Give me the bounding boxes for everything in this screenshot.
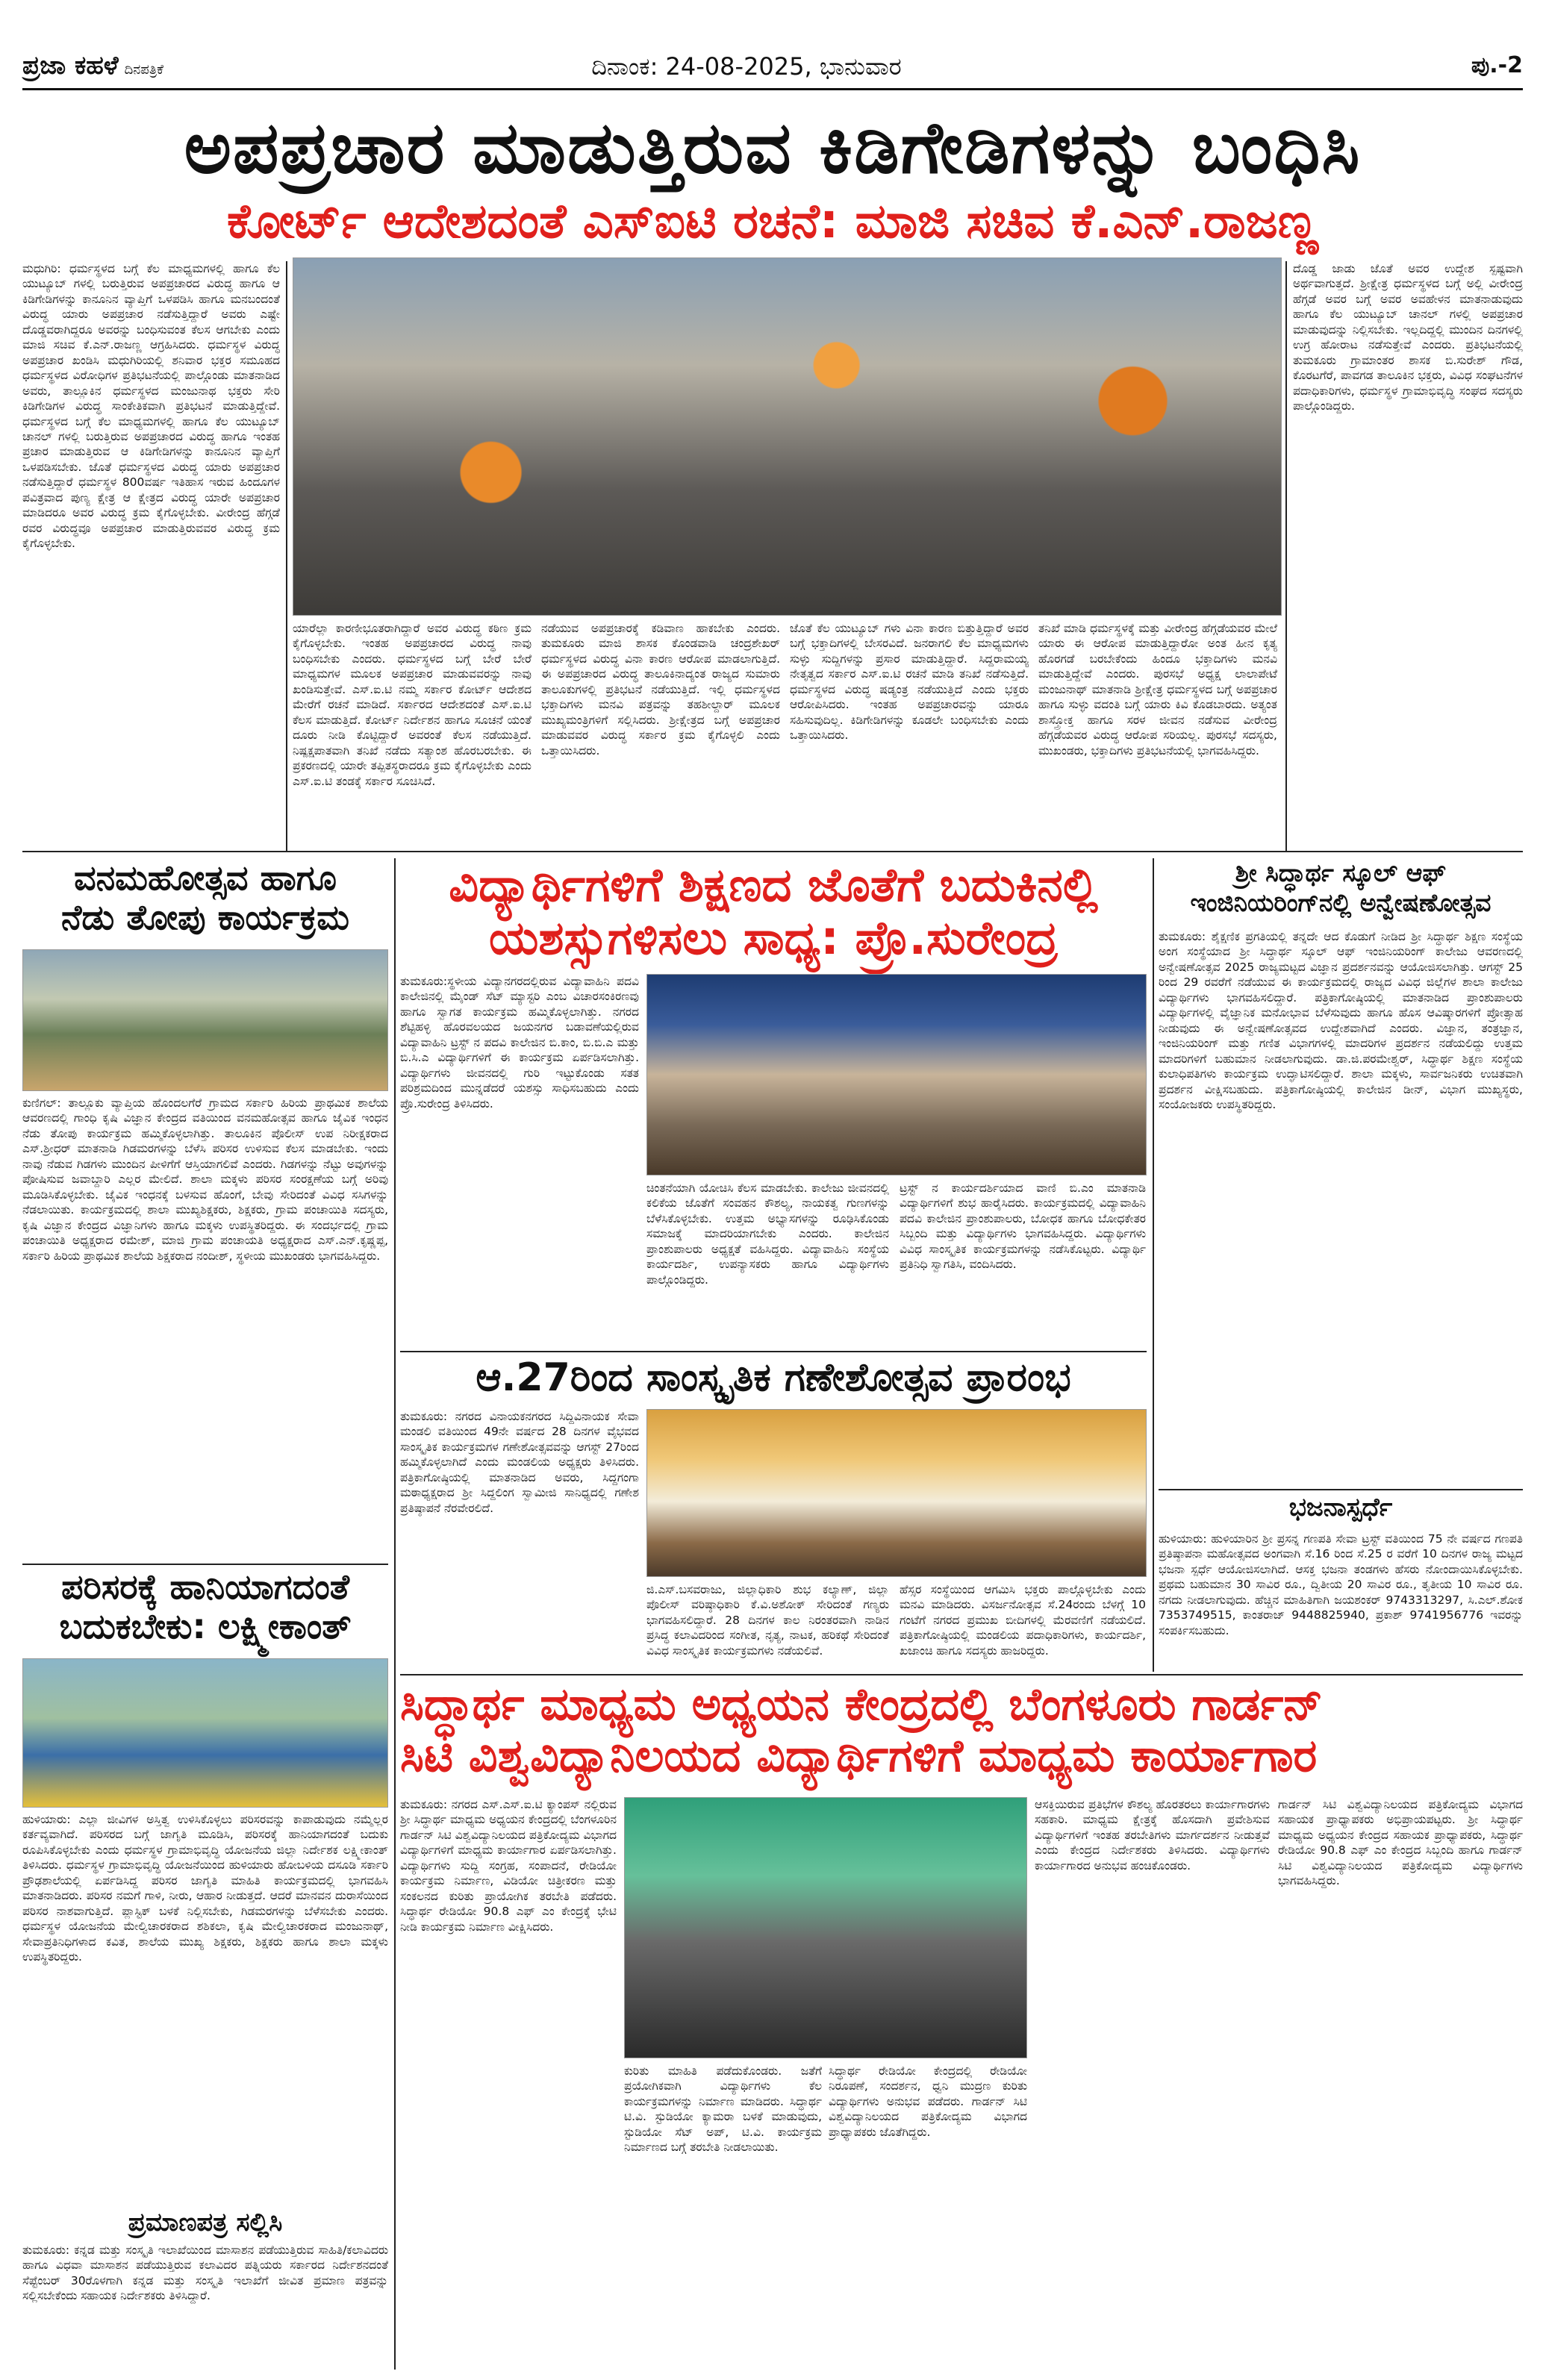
ganesha-column-3: ಹೆಸ್ಸರ ಸಂಸ್ಥೆಯಿಂದ ಆಗಮಿಸಿ ಭಕ್ತರು ಪಾಲ್ಗೊಳ್ಳಬೇಕು ಎಂದು ಮನವಿ ಮಾಡಿದರು. ವಿಸರ್ಜನೋತ್ಸವ ಸೆ.24ರಂದು ಬೆಳಗ್ಗೆ 10 ಗಂಟೆಗೆ ನಗರದ ಪ್ರಮುಖ ಬೀದಿಗಳಲ್ಲಿ ಮೆರವಣಿಗೆ ನಡೆಯಲಿದೆ. ಪತ್ರಿಕಾಗೋಷ್ಠಿಯಲ್ಲಿ ಮಂಡಲಿಯ ಪದಾಧಿಕಾರಿಗಳು, ಕಾರ್ಯದರ್ಶಿ, ಖಜಾಂಚಿ ಹಾಗೂ ಸದಸ್ಯರು ಹಾಜರಿದ್ದರು. bbox=[900, 1583, 1146, 1658]
students-headline bbox=[400, 858, 1147, 970]
env-headline-line2: ಬದುಕಬೇಕು: ಲಕ್ಷ್ಮೀಕಾಂತ್ bbox=[59, 1605, 352, 1646]
siddhartha-headline bbox=[1159, 858, 1523, 925]
brand-sub: ದಿನಪತ್ರಿಕೆ bbox=[124, 62, 163, 78]
vana-photo bbox=[22, 949, 388, 1091]
lead-column-2: ಯಾರೆಲ್ಲಾ ಕಾರಣೀಭೂತರಾಗಿದ್ದಾರೆ ಅವರ ವಿರುದ್ಧ ಕಠಿಣ ಕ್ರಮ ಕೈಗೊಳ್ಳಬೇಕು. ಇಂತಹ ಅಪಪ್ರಚಾರದ ವಿರುದ್ಧ ನಾವು ಬಂಧಿಸಬೇಕು ಎಂದರು. ಧರ್ಮಸ್ಥಳದ ಬಗ್ಗೆ ಬೇರೆ ಬೇರೆ ಮಾಧ್ಯಮಗಳ ಮೂಲಕ ಅಪಪ್ರಚಾರ ಮಾಡುವವರನ್ನು ನಾವು ಖಂಡಿಸುತ್ತೇವೆ. ಎಸ್.ಐ.ಟಿ ನಮ್ಮ ಸರ್ಕಾರ ಕೋರ್ಟ್ ಆದೇಶದ ಮೇರೆಗೆ ರಚನೆ ಮಾಡಿದೆ. ಸರ್ಕಾರದ ಆದೇಶದಂತೆ ಎಸ್.ಐ.ಟಿ ಕೆಲಸ ಮಾಡುತ್ತಿದೆ. ಕೋರ್ಟ್ ನಿರ್ದೇಶನ ಹಾಗೂ ಸೂಚನೆ ಯಂತೆ ದೂರು ನೀಡಿ ಕೊಟ್ಟಿದ್ದಾರೆ ಅವರಂತೆ ಕೆಲಸ ನಡೆಯುತ್ತಿದೆ. ನಿಷ್ಪಕ್ಷಪಾತವಾಗಿ ತನಿಖೆ ನಡೆದು ಸತ್ಯಾಂಶ ಹೊರಬರಬೇಕು. ಈ ಪ್ರಕರಣದಲ್ಲಿ ಯಾರೇ ತಪ್ಪಿತಸ್ಥರಾದರೂ ಕ್ರಮ ಕೈಗೊಳ್ಳಬೇಕು ಎಂದು ಎಸ್.ಐ.ಟಿ ತಂಡಕ್ಕೆ ಸರ್ಕಾರ ಸೂಚಿಸಿದೆ. bbox=[293, 622, 532, 788]
masthead-rule bbox=[22, 88, 1523, 90]
students-column-2: ಚಿಂತನೆಯಾಗಿ ಯೋಚಿಸಿ ಕೆಲಸ ಮಾಡಬೇಕು. ಕಾಲೇಜು ಜೀವನದಲ್ಲಿ ಕಲಿಕೆಯ ಜೊತೆಗೆ ಸಂವಹನ ಕೌಶಲ್ಯ, ನಾಯಕತ್ವ ಗುಣಗಳನ್ನು ಬೆಳೆಸಿಕೊಳ್ಳಬೇಕು. ಉತ್ತಮ ಅಭ್ಯಾಸಗಳನ್ನು ರೂಢಿಸಿಕೊಂಡು ಸಮಾಜಕ್ಕೆ ಮಾದರಿಯಾಗಬೇಕು ಎಂದರು. ಕಾಲೇಜಿನ ಪ್ರಾಂಶುಪಾಲರು ಅಧ್ಯಕ್ಷತೆ ವಹಿಸಿದ್ದರು. ವಿದ್ಯಾವಾಹಿನಿ ಸಂಸ್ಥೆಯ ಕಾರ್ಯದರ್ಶಿ, ಉಪನ್ಯಾಸಕರು ಹಾಗೂ ವಿದ್ಯಾರ್ಥಿಗಳು ಪಾಲ್ಗೊಂಡಿದ್ದರು. bbox=[646, 1181, 889, 1287]
students-headline-line1: ವಿದ್ಯಾರ್ಥಿಗಳಿಗೆ ಶಿಕ್ಷಣದ ಜೊತೆಗೆ ಬದುಕಿನಲ್ಲಿ bbox=[449, 858, 1098, 912]
column-divider bbox=[394, 858, 396, 2370]
bhajane-body: ಹುಳಿಯಾರು: ಹುಳಿಯಾರಿನ ಶ್ರೀ ಪ್ರಸನ್ನ ಗಣಪತಿ ಸೇವಾ ಟ್ರಸ್ಟ್ ವತಿಯಿಂದ 75 ನೇ ವರ್ಷದ ಗಣಪತಿ ಪ್ರತಿಷ್ಠಾಪನಾ ಮಹೋತ್ಸವದ ಅಂಗವಾಗಿ ಸೆ.16 ರಿಂದ ಸೆ.25 ರ ವರೆಗೆ 10 ದಿನಗಳ ರಾಜ್ಯ ಮಟ್ಟದ ಭಜನಾ ಸ್ಪರ್ಧೆ ಆಯೋಜಿಸಲಾಗಿದೆ. ಆಸಕ್ತ ಭಜನಾ ತಂಡಗಳು ಹೆಸರು ನೋಂದಾಯಿಸಿಕೊಳ್ಳಬೇಕು. ಪ್ರಥಮ ಬಹುಮಾನ 30 ಸಾವಿರ ರೂ., ದ್ವಿತೀಯ 20 ಸಾವಿರ ರೂ., ತೃತೀಯ 10 ಸಾವಿರ ರೂ. ನಗದು ನೀಡಲಾಗುವುದು. ಹೆಚ್ಚಿನ ಮಾಹಿತಿಗಾಗಿ ಜಯಶಂಕರ್ 9743313297, ಸಿ.ಎಲ್.ಶೋಕ 7353749515, ಕಾಂತರಾಜ್ 9448825940, ಪ್ರಕಾಶ್ 9741956776 ಇವರನ್ನು ಸಂಪರ್ಕಿಸಬಹುದು. bbox=[1159, 1532, 1523, 1637]
vana-headline bbox=[22, 858, 388, 946]
media-column-5: ಗಾರ್ಡನ್ ಸಿಟಿ ವಿಶ್ವವಿದ್ಯಾನಿಲಯದ ಪತ್ರಿಕೋದ್ಯಮ ವಿಭಾಗದ ಸಹಾಯಕ ಪ್ರಾಧ್ಯಾಪಕರು ಅಭಿಪ್ರಾಯಪಟ್ಟರು. ಶ್ರೀ ಸಿದ್ಧಾರ್ಥ ಮಾಧ್ಯಮ ಅಧ್ಯಯನ ಕೇಂದ್ರದ ಸಹಾಯಕ ಪ್ರಾಧ್ಯಾಪಕರು, ಸಿದ್ಧಾರ್ಥ ರೇಡಿಯೋ 90.8 ಎಫ್ ಎಂ ಕೇಂದ್ರದ ಸಿಬ್ಬಂದಿ ಹಾಗೂ ಗಾರ್ಡನ್ ಸಿಟಿ ವಿಶ್ವವಿದ್ಯಾನಿಲಯದ ಪತ್ರಿಕೋದ್ಯಮ ವಿದ್ಯಾರ್ಥಿಗಳು ಭಾಗವಹಿಸಿದ್ದರು. bbox=[1278, 1798, 1523, 1888]
media-photo bbox=[624, 1797, 1027, 2058]
lead-column-6: ದೊಡ್ಡ ಜಾಡು ಜೊತೆ ಅವರ ಉದ್ದೇಶ ಸ್ಪಷ್ಟವಾಗಿ ಅರ್ಥವಾಗುತ್ತದೆ. ಶ್ರೀಕ್ಷೇತ್ರ ಧರ್ಮಸ್ಥಳದ ಬಗ್ಗೆ ಅಲ್ಲಿ ವೀರೇಂದ್ರ ಹೆಗ್ಗಡೆ ಅವರ ಬಗ್ಗೆ ಅವರ ಅವಹೇಳನ ಮಾತನಾಡುವುದು ಹಾಗೂ ಕೆಲ ಯುಟ್ಯೂಬ್ ಚಾನಲ್ ಗಳಲ್ಲಿ ಅಪಪ್ರಚಾರ ಮಾಡುವುದನ್ನು ನಿಲ್ಲಿಸಬೇಕು. ಇಲ್ಲದಿದ್ದಲ್ಲಿ ಮುಂದಿನ ದಿನಗಳಲ್ಲಿ ಉಗ್ರ ಹೋರಾಟ ನಡೆಸುತ್ತೇವೆ ಎಂದರು. ಪ್ರತಿಭಟನೆಯಲ್ಲಿ ತುಮಕೂರು ಗ್ರಾಮಾಂತರ ಶಾಸಕ ಬಿ.ಸುರೇಶ್ ಗೌಡ, ಕೊರಟಗೆರೆ, ಪಾವಗಡ ತಾಲೂಕಿನ ಭಕ್ತರು, ವಿವಿಧ ಸಂಘಟನೆಗಳ ಪದಾಧಿಕಾರಿಗಳು, ಧರ್ಮಸ್ಥಳ ಗ್ರಾಮಾಭಿವೃದ್ಧಿ ಸಂಘದ ಸದಸ್ಯರು ಪಾಲ್ಗೊಂಡಿದ್ದರು. bbox=[1293, 262, 1523, 413]
siddhartha-headline-line2: ಇಂಜಿನಿಯರಿಂಗ್‌ನಲ್ಲಿ ಅನ್ವೇಷಣೋತ್ಸವ bbox=[1190, 887, 1491, 917]
ganesha-column-1: ತುಮಕೂರು: ನಗರದ ವಿನಾಯಕನಗರದ ಸಿದ್ದಿವಿನಾಯಕ ಸೇವಾ ಮಂಡಲಿ ವತಿಯಿಂದ 49ನೇ ವರ್ಷದ 28 ದಿನಗಳ ವೈಭವದ ಸಾಂಸ್ಕೃತಿಕ ಕಾರ್ಯಕ್ರಮಗಳ ಗಣೇಶೋತ್ಸವವನ್ನು ಆಗಸ್ಟ್ 27ರಿಂದ ಹಮ್ಮಿಕೊಳ್ಳಲಾಗಿದೆ ಎಂದು ಮಂಡಲಿಯ ಅಧ್ಯಕ್ಷರು ತಿಳಿಸಿದರು. ಪತ್ರಿಕಾಗೋಷ್ಠಿಯಲ್ಲಿ ಮಾತನಾಡಿದ ಅವರು, ಸಿದ್ದಗಂಗಾ ಮಠಾಧ್ಯಕ್ಷರಾದ ಶ್ರೀ ಸಿದ್ದಲಿಂಗ ಸ್ವಾಮೀಜಿ ಸಾನಿಧ್ಯದಲ್ಲಿ ಗಣೇಶ ಪ್ರತಿಷ್ಠಾಪನೆ ನೆರವೇರಲಿದೆ. bbox=[400, 1410, 639, 1515]
media-headline-line2: ಸಿಟಿ ವಿಶ್ವವಿದ್ಯಾನಿಲಯದ ವಿದ್ಯಾರ್ಥಿಗಳಿಗೆ ಮಾಧ್ಯಮ ಕಾರ್ಯಾಗಾರ bbox=[400, 1730, 1318, 1782]
section-divider bbox=[400, 1674, 1523, 1675]
column-divider bbox=[286, 261, 287, 851]
lead-photo-protest bbox=[293, 257, 1282, 616]
lead-subheadline: ಕೋರ್ಟ್ ಆದೇಶದಂತೆ ಎಸ್‌ಐಟಿ ರಚನೆ: ಮಾಜಿ ಸಚಿವ ಕೆ.ಎನ್.ರಾಜಣ್ಣ bbox=[226, 194, 1319, 249]
lead-column-5: ತನಿಖೆ ಮಾಡಿ ಧರ್ಮಸ್ಥಳಕ್ಕೆ ಮತ್ತು ವೀರೇಂದ್ರ ಹೆಗ್ಗಡೆಯವರ ಮೇಲೆ ಯಾರು ಈ ಆರೋಪ ಮಾಡುತ್ತಿದ್ದಾರೋ ಅಂತ ಹೀನ ಕೃತ್ಯ ಹೊರಗಡೆ ಬರಬೇಕೆಂದು ಹಿಂದೂ ಭಕ್ತಾದಿಗಳು ಮನವಿ ಮಾಡುತ್ತಿದ್ದೇವೆ ಎಂದರು. ಪುರಸಭೆ ಅಧ್ಯಕ್ಷ ಲಾಲಾಪೇಟೆ ಮಂಜುನಾಥ್ ಮಾತನಾಡಿ ಶ್ರೀಕ್ಷೇತ್ರ ಧರ್ಮಸ್ಥಳದ ಬಗ್ಗೆ ಅಪಪ್ರಚಾರ ಹಾಗೂ ಸುಳ್ಳು ವದಂತಿ ಬಗ್ಗೆ ಯಾರು ಕಿವಿ ಕೊಡಬಾರದು. ಅತ್ಯಂತ ಶಾಸ್ತ್ರೋಕ್ತ ಹಾಗೂ ಸರಳ ಜೀವನ ನಡೆಸುವ ವೀರೇಂದ್ರ ಹೆಗ್ಗಡೆಯವರ ವಿರುದ್ಧ ಆರೋಪ ಸರಿಯಲ್ಲ. ಪುರಸಭೆ ಸದಸ್ಯರು, ಮುಖಂಡರು, ಭಕ್ತಾದಿಗಳು ಪ್ರತಿಭಟನೆಯಲ್ಲಿ ಭಾಗವಹಿಸಿದ್ದರು. bbox=[1038, 622, 1277, 758]
siddhartha-body: ತುಮಕೂರು: ಶೈಕ್ಷಣಿಕ ಪ್ರಗತಿಯಲ್ಲಿ ತನ್ನದೇ ಆದ ಕೊಡುಗೆ ನೀಡಿದ ಶ್ರೀ ಸಿದ್ಧಾರ್ಥ ಶಿಕ್ಷಣ ಸಂಸ್ಥೆಯ ಅಂಗ ಸಂಸ್ಥೆಯಾದ ಶ್ರೀ ಸಿದ್ಧಾರ್ಥ ಸ್ಕೂಲ್ ಆಫ್ ಇಂಜಿನಿಯರಿಂಗ್ ಕಾಲೇಜು ಆವರಣದಲ್ಲಿ ಅನ್ವೇಷಣೋತ್ಸವ 2025 ರಾಜ್ಯಮಟ್ಟದ ವಿಜ್ಞಾನ ಪ್ರದರ್ಶನವನ್ನು ಆಯೋಜಿಸಲಾಗಿತ್ತು. ಆಗಸ್ಟ್ 25 ರಿಂದ 29 ರವರೆಗೆ ನಡೆಯುವ ಈ ಕಾರ್ಯಕ್ರಮದಲ್ಲಿ ರಾಜ್ಯದ ವಿವಿಧ ಜಿಲ್ಲೆಗಳ ಶಾಲಾ ಕಾಲೇಜು ವಿದ್ಯಾರ್ಥಿಗಳು ಭಾಗವಹಿಸಲಿದ್ದಾರೆ. ಪತ್ರಿಕಾಗೋಷ್ಠಿಯಲ್ಲಿ ಮಾತನಾಡಿದ ಪ್ರಾಂಶುಪಾಲರು ವಿದ್ಯಾರ್ಥಿಗಳಲ್ಲಿ ವೈಜ್ಞಾನಿಕ ಮನೋಭಾವ ಬೆಳೆಸುವುದು ಹಾಗೂ ಹೊಸ ಆವಿಷ್ಕಾರಗಳಿಗೆ ಪ್ರೋತ್ಸಾಹ ನೀಡುವುದು ಈ ಅನ್ವೇಷಣೋತ್ಸವದ ಉದ್ದೇಶವಾಗಿದೆ ಎಂದರು. ವಿಜ್ಞಾನ, ತಂತ್ರಜ್ಞಾನ, ಇಂಜಿನಿಯರಿಂಗ್ ಮತ್ತು ಗಣಿತ ವಿಭಾಗಗಳಲ್ಲಿ ಮಾದರಿಗಳ ಪ್ರದರ್ಶನ ನಡೆಯಲಿದ್ದು ಉತ್ತಮ ಮಾದರಿಗಳಿಗೆ ಬಹುಮಾನ ನೀಡಲಾಗುವುದು. ಡಾ.ಜಿ.ಪರಮೇಶ್ವರ್, ಸಿದ್ಧಾರ್ಥ ಶಿಕ್ಷಣ ಸಂಸ್ಥೆಯ ಕುಲಾಧಿಪತಿಗಳು ಕಾರ್ಯಕ್ರಮ ಉದ್ಘಾಟಿಸಲಿದ್ದಾರೆ. ಶಾಲಾ ಮಕ್ಕಳು, ಸಾರ್ವಜನಿಕರು ಉಚಿತವಾಗಿ ಪ್ರದರ್ಶನ ವೀಕ್ಷಿಸಬಹುದು. ಪತ್ರಿಕಾಗೋಷ್ಠಿಯಲ್ಲಿ ಕಾಲೇಜಿನ ಡೀನ್, ವಿಭಾಗ ಮುಖ್ಯಸ್ಥರು, ಸಂಯೋಜಕರು ಉಪಸ್ಥಿತರಿದ್ದರು. bbox=[1159, 930, 1523, 1111]
ganesha-column-2: ಜಿ.ಎಸ್.ಬಸವರಾಜು, ಜಿಲ್ಲಾಧಿಕಾರಿ ಶುಭ ಕಲ್ಯಾಣ್, ಜಿಲ್ಲಾ ಪೊಲೀಸ್ ವರಿಷ್ಠಾಧಿಕಾರಿ ಕೆ.ವಿ.ಅಶೋಕ್ ಸೇರಿದಂತೆ ಗಣ್ಯರು ಭಾಗವಹಿಸಲಿದ್ದಾರೆ. 28 ದಿನಗಳ ಕಾಲ ನಿರಂತರವಾಗಿ ನಾಡಿನ ಪ್ರಸಿದ್ಧ ಕಲಾವಿದರಿಂದ ಸಂಗೀತ, ನೃತ್ಯ, ನಾಟಕ, ಹರಿಕಥೆ ಸೇರಿದಂತೆ ವಿವಿಧ ಸಾಂಸ್ಕೃತಿಕ ಕಾರ್ಯಕ್ರಮಗಳು ನಡೆಯಲಿವೆ. bbox=[646, 1583, 889, 1658]
media-column-4: ಆಸಕ್ತಿಯಿರುವ ಪ್ರತಿಭೆಗಳ ಕೌಶಲ್ಯ ಹೊರತರಲು ಕಾರ್ಯಾಗಾರಗಳು ಸಹಕಾರಿ. ಮಾಧ್ಯಮ ಕ್ಷೇತ್ರಕ್ಕೆ ಹೊಸದಾಗಿ ಪ್ರವೇಶಿಸುವ ವಿದ್ಯಾರ್ಥಿಗಳಿಗೆ ಇಂತಹ ತರಬೇತಿಗಳು ಮಾರ್ಗದರ್ಶನ ನೀಡುತ್ತವೆ ಎಂದು ಕೇಂದ್ರದ ನಿರ್ದೇಶಕರು ತಿಳಿಸಿದರು. ವಿದ್ಯಾರ್ಥಿಗಳು ಕಾರ್ಯಾಗಾರದ ಅನುಭವ ಹಂಚಿಕೊಂಡರು. bbox=[1035, 1798, 1270, 1873]
ganesha-photo bbox=[646, 1409, 1147, 1577]
ganesha-headline: ಆ.27ರಿಂದ ಸಾಂಸ್ಕೃತಿಕ ಗಣೇಶೋತ್ಸವ ಪ್ರಾರಂಭ bbox=[476, 1355, 1071, 1400]
brand-name: ಪ್ರಜಾ ಕಹಳೆ bbox=[22, 51, 119, 81]
lead-headline: ಅಪಪ್ರಚಾರ ಮಾಡುತ್ತಿರುವ ಕಿಡಿಗೇಡಿಗಳನ್ನು ಬಂಧಿಸಿ bbox=[184, 106, 1362, 190]
bhajane-headline: ಭಜನಾಸ್ಪರ್ಧೆ bbox=[1288, 1493, 1393, 1522]
column-divider bbox=[1285, 261, 1287, 851]
vana-headline-line2: ನೆಡು ತೋಪು ಕಾರ್ಯಕ್ರಮ bbox=[60, 896, 350, 937]
section-divider bbox=[1159, 1489, 1523, 1490]
section-divider bbox=[22, 1564, 388, 1565]
cert-body: ತುಮಕೂರು: ಕನ್ನಡ ಮತ್ತು ಸಂಸ್ಕೃತಿ ಇಲಾಖೆಯಿಂದ ಮಾಸಾಶನ ಪಡೆಯುತ್ತಿರುವ ಸಾಹಿತಿ/ಕಲಾವಿದರು ಹಾಗೂ ವಿಧವಾ ಮಾಸಾಶನ ಪಡೆಯುತ್ತಿರುವ ಕಲಾವಿದರ ಪತ್ನಿಯರು ಸರ್ಕಾರದ ನಿರ್ದೇಶನದಂತೆ ಸೆಪ್ಟೆಂಬರ್ 30ರೊಳಗಾಗಿ ಕನ್ನಡ ಮತ್ತು ಸಂಸ್ಕೃತಿ ಇಲಾಖೆಗೆ ಜೀವಿತ ಪ್ರಮಾಣ ಪತ್ರವನ್ನು ಸಲ್ಲಿಸಬೇಕೆಂದು ಸಹಾಯಕ ನಿರ್ದೇಶಕರು ತಿಳಿಸಿದ್ದಾರೆ. bbox=[22, 2243, 388, 2303]
section-divider bbox=[400, 1351, 1147, 1352]
media-headline bbox=[400, 1679, 1523, 1791]
issue-date: ದಿನಾಂಕ: 24-08-2025, ಭಾನುವಾರ bbox=[591, 52, 902, 81]
lead-column-1: ಮಧುಗಿರಿ: ಧರ್ಮಸ್ಥಳದ ಬಗ್ಗೆ ಕೆಲ ಮಾಧ್ಯಮಗಳಲ್ಲಿ ಹಾಗೂ ಕೆಲ ಯುಟ್ಯೂಬ್ ಗಳಲ್ಲಿ ಬರುತ್ತಿರುವ ಅಪಪ್ರಚಾರದ ವಿರುದ್ಧ ಹಾಗೂ ಆ ಕಿಡಿಗೇಡಿಗಳನ್ನು ಕಾನೂನಿನ ವ್ಯಾಪ್ತಿಗೆ ಒಳಪಡಿಸಿ ಹಾಗೂ ಮನಬಂದಂತೆ ವಿರುದ್ಧ ಯಾರು ಅಪಪ್ರಚಾರ ನಡೆಸುತ್ತಿದ್ದಾರೆ ಅವರು ಎಷ್ಟೇ ದೊಡ್ಡವರಾಗಿದ್ದರೂ ಅವರನ್ನು ಬಂಧಿಸುವಂತ ಕೆಲಸ ಆಗಬೇಕು ಎಂದು ಮಾಜಿ ಸಚಿವ ಕೆ.ಎನ್.ರಾಜಣ್ಣ ಆಗ್ರಹಿಸಿದರು. ಧರ್ಮಸ್ಥಳ ವಿರುದ್ಧ ಅಪಪ್ರಚಾರ ಖಂಡಿಸಿ ಮಧುಗಿರಿಯಲ್ಲಿ ಶನಿವಾರ ಭಕ್ತರ ಸಮೂಹದ ಧರ್ಮಸ್ಥಳದ ವಿರೋಧಿಗಳ ಪ್ರತಿಭಟನೆಯಲ್ಲಿ ಪಾಲ್ಗೊಂಡು ಮಾತನಾಡಿದ ಅವರು, ತಾಲ್ಲೂಕಿನ ಧರ್ಮಸ್ಥಳದ ಮಂಜುನಾಥ ಭಕ್ತರು ಸೇರಿ ಕಿಡಿಗೇಡಿಗಳ ವಿರುದ್ಧ ಸಾಂಕೇತಿಕವಾಗಿ ಪ್ರತಿಭಟನೆ ಮಾಡುತ್ತಿದ್ದೇವೆ. ಧರ್ಮಸ್ಥಳದ ಬಗ್ಗೆ ಕೆಲ ಮಾಧ್ಯಮಗಳಲ್ಲಿ ಹಾಗೂ ಕೆಲ ಯುಟ್ಯೂಬ್ ಚಾನಲ್ ಗಳಲ್ಲಿ ಬರುತ್ತಿರುವ ಅಪಪ್ರಚಾರದ ವಿರುದ್ಧ ಹಾಗೂ ಇಂತಹ ಪ್ರಚಾರ ಮಾಡುತ್ತಿರುವ ಆ ಕಿಡಿಗೇಡಿಗಳನ್ನು ಕಾನೂನಿನ ವ್ಯಾಪ್ತಿಗೆ ಒಳಪಡಿಸಬೇಕು. ಜೊತೆ ಧರ್ಮಸ್ಥಳದ ವಿರುದ್ಧ ಯಾರು ಅಪಪ್ರಚಾರ ನಡೆಸುತ್ತಿದ್ದಾರೆ ಧರ್ಮಸ್ಥಳ 800ವರ್ಷ ಇತಿಹಾಸ ಇರುವ ಹಿಂದೂಗಳ ಪವಿತ್ರವಾದ ಪುಣ್ಯ ಕ್ಷೇತ್ರ ಆ ಕ್ಷೇತ್ರದ ವಿರುದ್ಧ ಯಾರೇ ಅಪಪ್ರಚಾರ ಮಾಡಿದರೂ ಅವರ ವಿರುದ್ಧ ಕ್ರಮ ಕೈಗೊಳ್ಳಬೇಕು. ವೀರೇಂದ್ರ ಹೆಗ್ಗಡೆ ರವರ ವಿರುದ್ಧವೂ ಅಪಪ್ರಚಾರ ಮಾಡುತ್ತಿರುವವರ ವಿರುದ್ಧ ಕ್ರಮ ಕೈಗೊಳ್ಳಬೇಕು. bbox=[22, 262, 280, 551]
section-divider bbox=[22, 851, 1523, 852]
students-headline-line2: ಯಶಸ್ಸುಗಳಿಸಲು ಸಾಧ್ಯ: ಪ್ರೊ.ಸುರೇಂದ್ರ bbox=[488, 911, 1059, 966]
env-headline-line1: ಪರಿಸರಕ್ಕೆ ಹಾನಿಯಾಗದಂತೆ bbox=[61, 1567, 349, 1607]
cert-headline: ಪ್ರಮಾಣಪತ್ರ ಸಲ್ಲಿಸಿ bbox=[128, 2208, 283, 2237]
env-photo bbox=[22, 1658, 388, 1808]
students-column-3: ಟ್ರಸ್ಟ್ ನ ಕಾರ್ಯದರ್ಶಿಯಾದ ವಾಣಿ ಬಿ.ಎಂ ಮಾತನಾಡಿ ವಿದ್ಯಾರ್ಥಿಗಳಿಗೆ ಶುಭ ಹಾರೈಸಿದರು. ಕಾರ್ಯಕ್ರಮದಲ್ಲಿ ವಿದ್ಯಾವಾಹಿನಿ ಪದವಿ ಕಾಲೇಜಿನ ಪ್ರಾಂಶುಪಾಲರು, ಬೋಧಕ ಹಾಗೂ ಬೋಧಕೇತರ ಸಿಬ್ಬಂದಿ ಮತ್ತು ವಿದ್ಯಾರ್ಥಿಗಳು ಭಾಗವಹಿಸಿದ್ದರು. ವಿದ್ಯಾರ್ಥಿಗಳು ವಿವಿಧ ಸಾಂಸ್ಕೃತಿಕ ಕಾರ್ಯಕ್ರಮಗಳನ್ನು ನಡೆಸಿಕೊಟ್ಟರು. ವಿದ್ಯಾರ್ಥಿ ಪ್ರತಿನಿಧಿ ಸ್ವಾಗತಿಸಿ, ವಂದಿಸಿದರು. bbox=[900, 1181, 1146, 1272]
lead-column-4: ಜೊತೆ ಕೆಲ ಯುಟ್ಯೂಬ್ ಗಳು ವಿನಾ ಕಾರಣ ಬಿತ್ತುತ್ತಿದ್ದಾರೆ ಅವರ ಬಗ್ಗೆ ಭಕ್ತಾದಿಗಳಲ್ಲಿ ಬೇಸರವಿದೆ. ಜನರಾಗಲಿ ಕೆಲ ಮಾಧ್ಯಮಗಳು ಸುಳ್ಳು ಸುದ್ದಿಗಳನ್ನು ಪ್ರಸಾರ ಮಾಡುತ್ತಿದ್ದಾರೆ. ಸಿದ್ದರಾಮಯ್ಯ ನೇತೃತ್ವದ ಸರ್ಕಾರ ಎಸ್.ಐ.ಟಿ ರಚನೆ ಮಾಡಿ ತನಿಖೆ ನಡೆಸುತ್ತಿದೆ. ಧರ್ಮಸ್ಥಳದ ವಿರುದ್ಧ ಷಡ್ಯಂತ್ರ ನಡೆಯುತ್ತಿದೆ ಎಂದು ಭಕ್ತರು ಆರೋಪಿಸಿದರು. ಇಂತಹ ಅಪಪ್ರಚಾರವನ್ನು ಯಾರೂ ಸಹಿಸುವುದಿಲ್ಲ. ಕಿಡಿಗೇಡಿಗಳನ್ನು ಕೂಡಲೇ ಬಂಧಿಸಬೇಕು ಎಂದು ಒತ್ತಾಯಿಸಿದರು. bbox=[790, 622, 1029, 743]
env-headline bbox=[22, 1567, 388, 1655]
media-column-1: ತುಮಕೂರು: ನಗರದ ಎಸ್.ಎಸ್.ಐ.ಟಿ ಕ್ಯಾಂಪಸ್ ನಲ್ಲಿರುವ ಶ್ರೀ ಸಿದ್ಧಾರ್ಥ ಮಾಧ್ಯಮ ಅಧ್ಯಯನ ಕೇಂದ್ರದಲ್ಲಿ ಬೆಂಗಳೂರಿನ ಗಾರ್ಡನ್ ಸಿಟಿ ವಿಶ್ವವಿದ್ಯಾನಿಲಯದ ಪತ್ರಿಕೋದ್ಯಮ ವಿಭಾಗದ ವಿದ್ಯಾರ್ಥಿಗಳಿಗೆ ಮಾಧ್ಯಮ ಕಾರ್ಯಾಗಾರ ಏರ್ಪಡಿಸಲಾಗಿತ್ತು. ವಿದ್ಯಾರ್ಥಿಗಳು ಸುದ್ದಿ ಸಂಗ್ರಹ, ಸಂಪಾದನೆ, ರೇಡಿಯೋ ಕಾರ್ಯಕ್ರಮ ನಿರ್ಮಾಣ, ವಿಡಿಯೋ ಚಿತ್ರೀಕರಣ ಮತ್ತು ಸಂಕಲನದ ಕುರಿತು ಪ್ರಾಯೋಗಿಕ ತರಬೇತಿ ಪಡೆದರು. ಸಿದ್ಧಾರ್ಥ ರೇಡಿಯೋ 90.8 ಎಫ್ ಎಂ ಕೇಂದ್ರಕ್ಕೆ ಭೇಟಿ ನೀಡಿ ಕಾರ್ಯಕ್ರಮ ನಿರ್ಮಾಣ ವೀಕ್ಷಿಸಿದರು. bbox=[400, 1798, 617, 1934]
students-column-1: ತುಮಕೂರು:ಸ್ಥಳೀಯ ವಿದ್ಯಾನಗರದಲ್ಲಿರುವ ವಿದ್ಯಾವಾಹಿನಿ ಪದವಿ ಕಾಲೇಜಿನಲ್ಲಿ ಮೈಂಡ್ ಸೆಟ್ ಮ್ಯಾಸ್ಟರಿ ಎಂಬ ವಿಚಾರಸಂಕಿರಣವು ಹಾಗೂ ಸ್ವಾಗತ ಕಾರ್ಯಕ್ರಮ ಹಮ್ಮಿಕೊಳ್ಳಲಾಗಿತ್ತು. ನಗರದ ಶೆಟ್ಟಿಹಳ್ಳಿ ಹೊರವಲಯದ ಜಯನಗರ ಬಡಾವಣೆಯಲ್ಲಿರುವ ವಿದ್ಯಾವಾಹಿನಿ ಟ್ರಸ್ಟ್ ನ ಪದವಿ ಕಾಲೇಜಿನ ಬಿ.ಕಾಂ, ಬಿ.ಬಿ.ಎ ಮತ್ತು ಬಿ.ಸಿ.ಎ ವಿದ್ಯಾರ್ಥಿಗಳಿಗೆ ಈ ಕಾರ್ಯಕ್ರಮ ಏರ್ಪಡಿಸಲಾಗಿತ್ತು. ವಿದ್ಯಾರ್ಥಿಗಳು ಜೀವನದಲ್ಲಿ ಗುರಿ ಇಟ್ಟುಕೊಂಡು ಸತತ ಪರಿಶ್ರಮದಿಂದ ಮುನ್ನಡೆದರೆ ಯಶಸ್ಸು ಸಾಧಿಸಬಹುದು ಎಂದು ಪ್ರೊ.ಸುರೇಂದ್ರ ತಿಳಿಸಿದರು. bbox=[400, 975, 639, 1111]
env-body: ಹುಳಿಯಾರು: ಎಲ್ಲಾ ಜೀವಿಗಳ ಅಸ್ತಿತ್ವ ಉಳಿಸಿಕೊಳ್ಳಲು ಪರಿಸರವನ್ನು ಕಾಪಾಡುವುದು ನಮ್ಮೆಲ್ಲರ ಕರ್ತವ್ಯವಾಗಿದೆ. ಪರಿಸರದ ಬಗ್ಗೆ ಜಾಗೃತಿ ಮೂಡಿಸಿ, ಪರಿಸರಕ್ಕೆ ಹಾನಿಯಾಗದಂತೆ ಬದುಕು ರೂಪಿಸಿಕೊಳ್ಳಬೇಕು ಎಂದು ಧರ್ಮಸ್ಥಳ ಗ್ರಾಮಾಭಿವೃದ್ಧಿ ಯೋಜನೆಯ ಜಿಲ್ಲಾ ನಿರ್ದೇಶಕ ಲಕ್ಷ್ಮೀಕಾಂತ್ ತಿಳಿಸಿದರು. ಧರ್ಮಸ್ಥಳ ಗ್ರಾಮಾಭಿವೃದ್ಧಿ ಯೋಜನೆಯಿಂದ ಹುಳಿಯಾರು ಹೋಬಳಿಯ ದಸೂಡಿ ಸರ್ಕಾರಿ ಪ್ರೌಢಶಾಲೆಯಲ್ಲಿ ಏರ್ಪಡಿಸಿದ್ದ ಪರಿಸರ ಜಾಗೃತಿ ಮಾಹಿತಿ ಕಾರ್ಯಕ್ರಮದಲ್ಲಿ ಭಾಗವಹಿಸಿ ಮಾತನಾಡಿದರು. ಪರಿಸರ ನಮಗೆ ಗಾಳಿ, ನೀರು, ಆಹಾರ ನೀಡುತ್ತದೆ. ಆದರೆ ಮಾನವನ ದುರಾಸೆಯಿಂದ ಪರಿಸರ ನಾಶವಾಗುತ್ತಿದೆ. ಪ್ಲಾಸ್ಟಿಕ್ ಬಳಕೆ ನಿಲ್ಲಿಸಬೇಕು, ಗಿಡಮರಗಳನ್ನು ಬೆಳೆಸಬೇಕು ಎಂದರು. ಧರ್ಮಸ್ಥಳ ಯೋಜನೆಯ ಮೇಲ್ವಿಚಾರಕರಾದ ಶಶಿಕಲಾ, ಕೃಷಿ ಮೇಲ್ವಿಚಾರಕರಾದ ಮಂಜುನಾಥ್, ಸೇವಾಪ್ರತಿನಿಧಿಗಳಾದ ಕವಿತ, ಶಾಲೆಯ ಮುಖ್ಯ ಶಿಕ್ಷಕರು, ಶಿಕ್ಷಕರು ಹಾಗೂ ಶಾಲಾ ಮಕ್ಕಳು ಉಪಸ್ಥಿತರಿದ್ದರು. bbox=[22, 1813, 388, 1964]
lead-column-3: ನಡೆಯುವ ಅಪಪ್ರಚಾರಕ್ಕೆ ಕಡಿವಾಣ ಹಾಕಬೇಕು ಎಂದರು. ತುಮಕೂರು ಮಾಜಿ ಶಾಸಕ ಕೊಂಡವಾಡಿ ಚಂದ್ರಶೇಖರ್ ಧರ್ಮಸ್ಥಳದ ವಿರುದ್ಧ ವಿನಾ ಕಾರಣ ಆರೋಪ ಮಾಡಲಾಗುತ್ತಿದೆ. ಈ ಅಪಪ್ರಚಾರದ ವಿರುದ್ಧ ತಾಲೂಕಿನಾದ್ಯಂತ ರಾಜ್ಯದ ಸುಮಾರು ತಾಲೂಕುಗಳಲ್ಲಿ ಪ್ರತಿಭಟನೆ ನಡೆಯುತ್ತಿದೆ. ಇಲ್ಲಿ ಧರ್ಮಸ್ಥಳದ ಭಕ್ತಾದಿಗಳು ಮನವಿ ಪತ್ರವನ್ನು ತಹಶೀಲ್ದಾರ್ ಮೂಲಕ ಮುಖ್ಯಮಂತ್ರಿಗಳಿಗೆ ಸಲ್ಲಿಸಿದರು. ಶ್ರೀಕ್ಷೇತ್ರದ ಬಗ್ಗೆ ಅಪಪ್ರಚಾರ ಮಾಡುವವರ ವಿರುದ್ಧ ಸರ್ಕಾರ ಕ್ರಮ ಕೈಗೊಳ್ಳಲಿ ಎಂದು ಒತ್ತಾಯಿಸಿದರು. bbox=[541, 622, 780, 758]
page-number: ಪು.-2 bbox=[1471, 52, 1523, 78]
media-headline-line1: ಸಿದ್ಧಾರ್ಥ ಮಾಧ್ಯಮ ಅಧ್ಯಯನ ಕೇಂದ್ರದಲ್ಲಿ ಬೆಂಗಳೂರು ಗಾರ್ಡನ್ bbox=[400, 1678, 1324, 1731]
column-divider bbox=[1153, 858, 1154, 1672]
students-photo bbox=[646, 974, 1147, 1175]
siddhartha-headline-line1: ಶ್ರೀ ಸಿದ್ಧಾರ್ಥ ಸ್ಕೂಲ್ ಆಫ್ bbox=[1235, 858, 1447, 887]
media-column-2: ಕುರಿತು ಮಾಹಿತಿ ಪಡೆದುಕೊಂಡರು. ಜತೆಗೆ ಪ್ರಯೋಗಿಕವಾಗಿ ವಿದ್ಯಾರ್ಥಿಗಳು ಕೆಲ ಕಾರ್ಯಕ್ರಮಗಳನ್ನು ನಿರ್ಮಾಣ ಮಾಡಿದರು. ಸಿದ್ಧಾರ್ಥ ಟಿ.ವಿ. ಸ್ಟುಡಿಯೋ ಕ್ಯಾಮರಾ ಬಳಕೆ ಮಾಡುವುದು, ಸ್ಟುಡಿಯೋ ಸೆಟ್ ಅಪ್, ಟಿ.ವಿ. ಕಾರ್ಯಕ್ರಮ ನಿರ್ಮಾಣದ ಬಗ್ಗೆ ತರಬೇತಿ ನೀಡಲಾಯಿತು. bbox=[624, 2064, 822, 2155]
masthead-brand bbox=[22, 51, 321, 87]
media-column-3: ಸಿದ್ಧಾರ್ಥ ರೇಡಿಯೋ ಕೇಂದ್ರದಲ್ಲಿ ರೇಡಿಯೋ ನಿರೂಪಣೆ, ಸಂದರ್ಶನ, ಧ್ವನಿ ಮುದ್ರಣ ಕುರಿತು ವಿದ್ಯಾರ್ಥಿಗಳು ಅನುಭವ ಪಡೆದರು. ಗಾರ್ಡನ್ ಸಿಟಿ ವಿಶ್ವವಿದ್ಯಾನಿಲಯದ ಪತ್ರಿಕೋದ್ಯಮ ವಿಭಾಗದ ಪ್ರಾಧ್ಯಾಪಕರು ಜೊತೆಗಿದ್ದರು. bbox=[829, 2064, 1027, 2139]
vana-body: ಕುಣಿಗಲ್: ತಾಲ್ಲೂಕು ವ್ಯಾಪ್ತಿಯ ಹೊಂದಲಗೆರೆ ಗ್ರಾಮದ ಸರ್ಕಾರಿ ಹಿರಿಯ ಪ್ರಾಥಮಿಕ ಶಾಲೆಯ ಆವರಣದಲ್ಲಿ ಗಾಂಧಿ ಕೃಷಿ ವಿಜ್ಞಾನ ಕೇಂದ್ರದ ವತಿಯಿಂದ ವನಮಹೋತ್ಸವ ಹಾಗೂ ಜೈವಿಕ ಇಂಧನ ನೆಡು ತೋಪು ಕಾರ್ಯಕ್ರಮ ಹಮ್ಮಿಕೊಳ್ಳಲಾಗಿತ್ತು. ತಾಲೂಕಿನ ಪೊಲೀಸ್ ಉಪ ನಿರೀಕ್ಷಕರಾದ ಎಸ್.ಶ್ರೀಧರ್ ಮಾತನಾಡಿ ಗಿಡಮರಗಳನ್ನು ಬೆಳೆಸಿ ಪರಿಸರ ಉಳಿಸುವ ಕೆಲಸ ಮಾಡಬೇಕು. ಇಂದು ನಾವು ನೆಡುವ ಗಿಡಗಳು ಮುಂದಿನ ಪೀಳಿಗೆಗೆ ಆಸ್ತಿಯಾಗಲಿವೆ ಎಂದರು. ಗಿಡಗಳನ್ನು ನೆಟ್ಟು ಅವುಗಳನ್ನು ಪೋಷಿಸುವ ಜವಾಬ್ದಾರಿ ಎಲ್ಲರ ಮೇಲಿದೆ. ಶಾಲಾ ಮಕ್ಕಳು ಪರಿಸರ ಸಂರಕ್ಷಣೆಯ ಬಗ್ಗೆ ಅರಿವು ಮೂಡಿಸಿಕೊಳ್ಳಬೇಕು. ಜೈವಿಕ ಇಂಧನಕ್ಕೆ ಬಳಸುವ ಹೊಂಗೆ, ಬೇವು ಸೇರಿದಂತೆ ವಿವಿಧ ಸಸಿಗಳನ್ನು ನೆಡಲಾಯಿತು. ಕಾರ್ಯಕ್ರಮದಲ್ಲಿ ಶಾಲಾ ಮುಖ್ಯಶಿಕ್ಷಕರು, ಶಿಕ್ಷಕರು, ಗ್ರಾಮ ಪಂಚಾಯಿತಿ ಸದಸ್ಯರು, ಕೃಷಿ ವಿಜ್ಞಾನ ಕೇಂದ್ರದ ವಿಜ್ಞಾನಿಗಳು ಹಾಗೂ ಮಕ್ಕಳು ಉಪಸ್ಥಿತರಿದ್ದರು. ಈ ಸಂದರ್ಭದಲ್ಲಿ ಗ್ರಾಮ ಪಂಚಾಯಿತಿ ಅಧ್ಯಕ್ಷರಾದ ರಮೇಶ್, ಮಾಜಿ ಗ್ರಾಮ ಪಂಚಾಯತಿ ಅಧ್ಯಕ್ಷರಾದ ಎಸ್.ಎನ್.ಕೃಷ್ಣಪ್ಪ, ಸರ್ಕಾರಿ ಹಿರಿಯ ಪ್ರಾಥಮಿಕ ಶಾಲೆಯ ಶಿಕ್ಷಕರಾದ ನಂದೀಶ್, ಸ್ಥಳೀಯ ಮುಖಂಡರು ಭಾಗವಹಿಸಿದ್ದರು. bbox=[22, 1096, 388, 1263]
vana-headline-line1: ವನಮಹೋತ್ಸವ ಹಾಗೂ bbox=[74, 858, 337, 898]
